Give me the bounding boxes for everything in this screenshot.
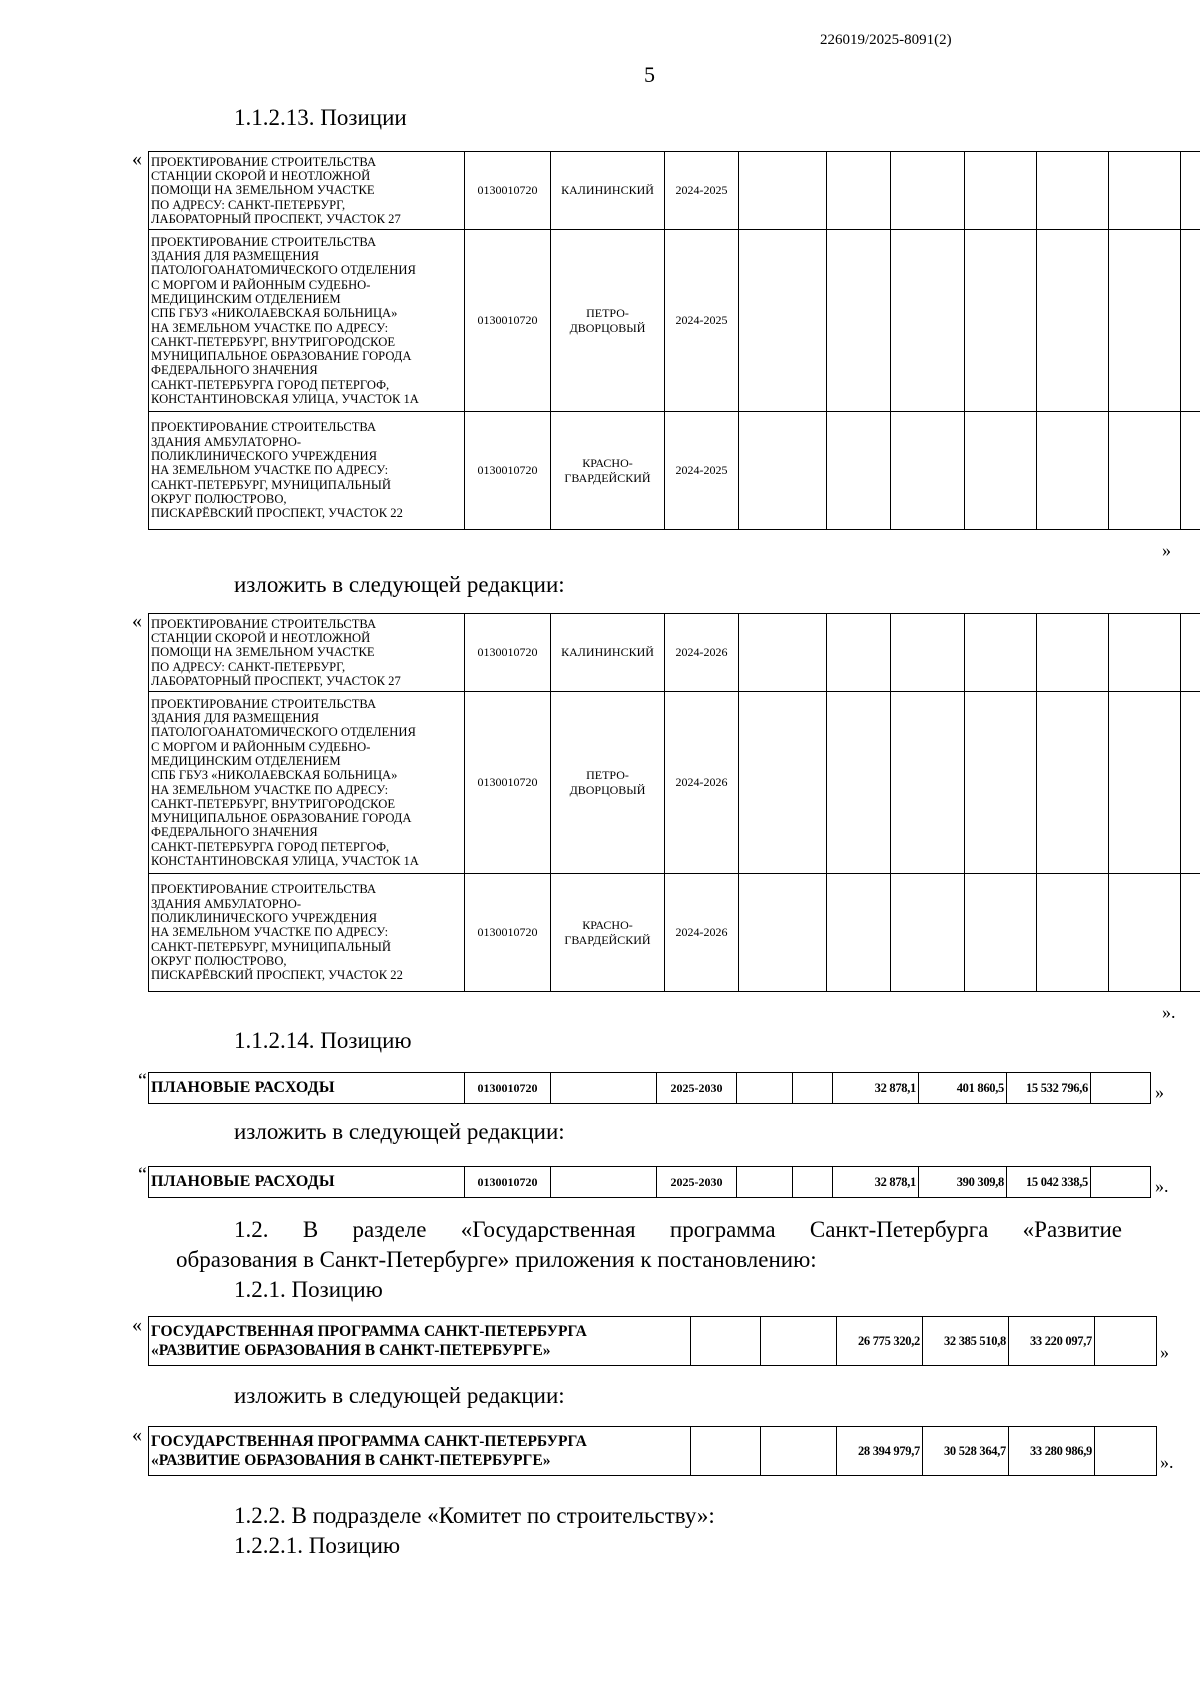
empty-cell bbox=[761, 1317, 837, 1366]
code-cell: 0130010720 bbox=[465, 230, 551, 412]
section-1-2-line1 bbox=[234, 1216, 1122, 1244]
title-line: «РАЗВИТИЕ ОБРАЗОВАНИЯ В САНКТ-ПЕТЕРБУРГЕ» bbox=[151, 1342, 551, 1359]
position-description bbox=[149, 412, 465, 530]
document-number: 226019/2025-8091(2) bbox=[820, 32, 952, 48]
district-line: КРАСНО- bbox=[582, 455, 633, 470]
empty-cell bbox=[965, 412, 1037, 530]
description-line: ОКРУГ ПОЛЮСТРОВО, bbox=[151, 491, 287, 506]
position-description bbox=[149, 874, 465, 992]
description-line: ПРОЕКТИРОВАНИЕ СТРОИТЕЛЬСТВА bbox=[151, 154, 377, 169]
value-cell: 15 042 338,5 bbox=[1007, 1167, 1091, 1198]
table-row bbox=[149, 230, 1200, 412]
description-line: МУНИЦИПАЛЬНОЕ ОБРАЗОВАНИЕ ГОРОДА bbox=[151, 811, 412, 826]
empty-cell bbox=[737, 1073, 793, 1104]
position-description bbox=[149, 152, 465, 230]
description-line: НА ЗЕМЕЛЬНОМ УЧАСТКЕ ПО АДРЕСУ: bbox=[151, 320, 389, 335]
section-1-2-line2: образования в Санкт-Петербурге» приложения к постановлению: bbox=[176, 1247, 817, 1272]
years-cell: 2024-2025 bbox=[665, 412, 739, 530]
empty-cell bbox=[1181, 874, 1200, 992]
description-line: САНКТ-ПЕТЕРБУРГ, МУНИЦИПАЛЬНЫЙ bbox=[151, 939, 391, 954]
table-row bbox=[149, 874, 1200, 992]
empty-cell bbox=[1181, 152, 1200, 230]
quote-close: ». bbox=[1160, 1452, 1174, 1472]
quote-close: ». bbox=[1155, 1176, 1169, 1196]
page-number: 5 bbox=[644, 62, 655, 87]
section-heading-1-2-2-1: 1.2.2.1. Позицию bbox=[234, 1533, 401, 1558]
quote-close: » bbox=[1162, 540, 1171, 560]
description-line: ЗДАНИЯ ДЛЯ РАЗМЕЩЕНИЯ bbox=[151, 249, 320, 264]
empty-cell bbox=[1181, 412, 1200, 530]
description-line: ПО АДРЕСУ: САНКТ-ПЕТЕРБУРГ, bbox=[151, 197, 346, 212]
planned-expenses-table-original bbox=[148, 1072, 1151, 1104]
years-cell: 2025-2030 bbox=[657, 1167, 737, 1198]
row-title bbox=[149, 1427, 691, 1476]
value-cell: 15 532 796,6 bbox=[1007, 1073, 1091, 1104]
years-cell: 2025-2030 bbox=[657, 1073, 737, 1104]
district-cell bbox=[551, 874, 665, 992]
value-cell: 32 878,1 bbox=[833, 1073, 919, 1104]
description-line: ПРОЕКТИРОВАНИЕ СТРОИТЕЛЬСТВА bbox=[151, 616, 377, 631]
description-line: ФЕДЕРАЛЬНОГО ЗНАЧЕНИЯ bbox=[151, 363, 318, 378]
quote-open: « bbox=[132, 1424, 142, 1446]
district-line: КРАСНО- bbox=[582, 917, 633, 932]
empty-cell bbox=[965, 614, 1037, 692]
row-title bbox=[149, 1317, 691, 1366]
code-cell: 0130010720 bbox=[465, 152, 551, 230]
description-line: САНКТ-ПЕТЕРБУРГ, ВНУТРИГОРОДСКОЕ bbox=[151, 334, 396, 349]
empty-cell bbox=[891, 152, 965, 230]
description-line: МЕДИЦИНСКИМ ОТДЕЛЕНИЕМ bbox=[151, 753, 341, 768]
amend-phrase-1: изложить в следующей редакции: bbox=[234, 572, 565, 597]
empty-cell bbox=[739, 614, 827, 692]
empty-cell bbox=[739, 692, 827, 874]
district-line: ДВОРЦОВЫЙ bbox=[569, 782, 646, 797]
description-line: ЛАБОРАТОРНЫЙ ПРОСПЕКТ, УЧАСТОК 27 bbox=[151, 211, 401, 226]
table-row bbox=[149, 614, 1200, 692]
amend-phrase-3: изложить в следующей редакции: bbox=[234, 1383, 565, 1408]
empty-cell bbox=[891, 614, 965, 692]
empty-cell bbox=[1181, 614, 1200, 692]
empty-cell bbox=[1037, 412, 1109, 530]
empty-cell bbox=[1037, 230, 1109, 412]
table-row bbox=[149, 1317, 1157, 1366]
description-line: СТАНЦИИ СКОРОЙ И НЕОТЛОЖНОЙ bbox=[151, 631, 371, 646]
empty-cell bbox=[761, 1427, 837, 1476]
empty-cell bbox=[965, 230, 1037, 412]
empty-cell bbox=[1037, 874, 1109, 992]
description-line: ОКРУГ ПОЛЮСТРОВО, bbox=[151, 953, 287, 968]
empty-cell bbox=[793, 1073, 833, 1104]
state-program-table-original bbox=[148, 1316, 1157, 1366]
quote-close: » bbox=[1155, 1082, 1164, 1102]
position-description bbox=[149, 692, 465, 874]
empty-cell bbox=[1181, 230, 1200, 412]
description-line: САНКТ-ПЕТЕРБУРГ, ВНУТРИГОРОДСКОЕ bbox=[151, 796, 396, 811]
empty-cell bbox=[1091, 1167, 1151, 1198]
code-cell: 0130010720 bbox=[465, 1073, 551, 1104]
description-line: САНКТ-ПЕТЕРБУРГА ГОРОД ПЕТЕРГОФ, bbox=[151, 839, 390, 854]
empty-cell bbox=[827, 412, 891, 530]
description-line: ПРОЕКТИРОВАНИЕ СТРОИТЕЛЬСТВА bbox=[151, 234, 377, 249]
table-row bbox=[149, 412, 1200, 530]
description-line: С МОРГОМ И РАЙОННЫМ СУДЕБНО- bbox=[151, 739, 371, 754]
table-row bbox=[149, 1167, 1151, 1198]
description-line: КОНСТАНТИНОВСКАЯ УЛИЦА, УЧАСТОК 1А bbox=[151, 391, 419, 406]
empty-cell bbox=[1037, 152, 1109, 230]
description-line: КОНСТАНТИНОВСКАЯ УЛИЦА, УЧАСТОК 1А bbox=[151, 853, 419, 868]
table-row bbox=[149, 1427, 1157, 1476]
title-line: «РАЗВИТИЕ ОБРАЗОВАНИЯ В САНКТ-ПЕТЕРБУРГЕ» bbox=[151, 1452, 551, 1469]
description-line: ПАТОЛОГОАНАТОМИЧЕСКОГО ОТДЕЛЕНИЯ bbox=[151, 263, 416, 278]
quote-open: « bbox=[132, 610, 142, 632]
empty-cell bbox=[891, 692, 965, 874]
district-line: КАЛИНИНСКИЙ bbox=[561, 645, 654, 659]
empty-cell bbox=[965, 874, 1037, 992]
empty-cell bbox=[691, 1427, 761, 1476]
years-cell: 2024-2026 bbox=[665, 874, 739, 992]
years-cell: 2024-2025 bbox=[665, 230, 739, 412]
code-cell: 0130010720 bbox=[465, 412, 551, 530]
code-cell: 0130010720 bbox=[465, 1167, 551, 1198]
description-line: ФЕДЕРАЛЬНОГО ЗНАЧЕНИЯ bbox=[151, 825, 318, 840]
district-cell bbox=[551, 230, 665, 412]
section-heading-1-2-2: 1.2.2. В подразделе «Комитет по строительству»: bbox=[234, 1503, 715, 1528]
empty-cell bbox=[551, 1167, 657, 1198]
empty-cell bbox=[793, 1167, 833, 1198]
quote-close: ». bbox=[1162, 1002, 1176, 1022]
empty-cell bbox=[827, 152, 891, 230]
state-program-table-amended bbox=[148, 1426, 1157, 1476]
table-row bbox=[149, 1073, 1151, 1104]
empty-cell bbox=[1037, 692, 1109, 874]
description-line: ПРОЕКТИРОВАНИЕ СТРОИТЕЛЬСТВА bbox=[151, 882, 377, 897]
empty-cell bbox=[1037, 614, 1109, 692]
description-line: СТАНЦИИ СКОРОЙ И НЕОТЛОЖНОЙ bbox=[151, 169, 371, 184]
description-line: ЗДАНИЯ ДЛЯ РАЗМЕЩЕНИЯ bbox=[151, 711, 320, 726]
section-1-2-line1-text: 1.2. В разделе «Государственная программа Санкт-Петербурга «Развитие bbox=[234, 1217, 1122, 1242]
value-cell: 390 309,8 bbox=[919, 1167, 1007, 1198]
positions-table-original bbox=[148, 151, 1200, 530]
value-cell: 33 220 097,7 bbox=[1009, 1317, 1095, 1366]
description-line: ПОЛИКЛИНИЧЕСКОГО УЧРЕЖДЕНИЯ bbox=[151, 911, 378, 926]
row-title: ПЛАНОВЫЕ РАСХОДЫ bbox=[149, 1167, 465, 1198]
empty-cell bbox=[965, 692, 1037, 874]
years-cell: 2024-2025 bbox=[665, 152, 739, 230]
row-title: ПЛАНОВЫЕ РАСХОДЫ bbox=[149, 1073, 465, 1104]
section-heading-1-1-2-14: 1.1.2.14. Позицию bbox=[234, 1028, 412, 1053]
empty-cell bbox=[891, 874, 965, 992]
empty-cell bbox=[891, 412, 965, 530]
description-line: НА ЗЕМЕЛЬНОМ УЧАСТКЕ ПО АДРЕСУ: bbox=[151, 782, 389, 797]
empty-cell bbox=[965, 152, 1037, 230]
district-cell bbox=[551, 412, 665, 530]
years-cell: 2024-2026 bbox=[665, 692, 739, 874]
table-row bbox=[149, 692, 1200, 874]
district-line: ДВОРЦОВЫЙ bbox=[569, 320, 646, 335]
description-line: ПОМОЩИ НА ЗЕМЕЛЬНОМ УЧАСТКЕ bbox=[151, 183, 375, 198]
empty-cell bbox=[827, 692, 891, 874]
value-cell: 401 860,5 bbox=[919, 1073, 1007, 1104]
empty-cell bbox=[551, 1073, 657, 1104]
description-line: НА ЗЕМЕЛЬНОМ УЧАСТКЕ ПО АДРЕСУ: bbox=[151, 463, 389, 478]
description-line: МЕДИЦИНСКИМ ОТДЕЛЕНИЕМ bbox=[151, 291, 341, 306]
title-line: ГОСУДАРСТВЕННАЯ ПРОГРАММА САНКТ-ПЕТЕРБУРГА bbox=[151, 1433, 587, 1450]
empty-cell bbox=[1095, 1317, 1157, 1366]
empty-cell bbox=[827, 874, 891, 992]
value-cell: 26 775 320,2 bbox=[837, 1317, 923, 1366]
empty-cell bbox=[827, 614, 891, 692]
quote-open: « bbox=[132, 148, 142, 170]
empty-cell bbox=[891, 230, 965, 412]
description-line: ЗДАНИЯ АМБУЛАТОРНО- bbox=[151, 434, 302, 449]
empty-cell bbox=[1109, 614, 1181, 692]
district-cell bbox=[551, 152, 665, 230]
section-heading-1-2-1: 1.2.1. Позицию bbox=[234, 1277, 383, 1302]
empty-cell bbox=[827, 230, 891, 412]
code-cell: 0130010720 bbox=[465, 692, 551, 874]
empty-cell bbox=[1109, 874, 1181, 992]
district-cell bbox=[551, 692, 665, 874]
value-cell: 30 528 364,7 bbox=[923, 1427, 1009, 1476]
empty-cell bbox=[739, 152, 827, 230]
description-line: ПО АДРЕСУ: САНКТ-ПЕТЕРБУРГ, bbox=[151, 659, 346, 674]
value-cell: 33 280 986,9 bbox=[1009, 1427, 1095, 1476]
description-line: ПРОЕКТИРОВАНИЕ СТРОИТЕЛЬСТВА bbox=[151, 420, 377, 435]
empty-cell bbox=[1109, 412, 1181, 530]
position-description bbox=[149, 614, 465, 692]
description-line: ПОЛИКЛИНИЧЕСКОГО УЧРЕЖДЕНИЯ bbox=[151, 449, 378, 464]
empty-cell bbox=[1181, 692, 1200, 874]
years-cell: 2024-2026 bbox=[665, 614, 739, 692]
empty-cell bbox=[739, 412, 827, 530]
quote-open: “ bbox=[138, 1164, 147, 1186]
amend-phrase-2: изложить в следующей редакции: bbox=[234, 1119, 565, 1144]
position-description bbox=[149, 230, 465, 412]
description-line: СПБ ГБУЗ «НИКОЛАЕВСКАЯ БОЛЬНИЦА» bbox=[151, 768, 398, 783]
description-line: НА ЗЕМЕЛЬНОМ УЧАСТКЕ ПО АДРЕСУ: bbox=[151, 925, 389, 940]
district-line: ГВАРДЕЙСКИЙ bbox=[564, 932, 651, 947]
planned-expenses-table-amended bbox=[148, 1166, 1151, 1198]
empty-cell bbox=[691, 1317, 761, 1366]
description-line: ПИСКАРЁВСКИЙ ПРОСПЕКТ, УЧАСТОК 22 bbox=[151, 968, 403, 983]
code-cell: 0130010720 bbox=[465, 874, 551, 992]
description-line: ЗДАНИЯ АМБУЛАТОРНО- bbox=[151, 896, 302, 911]
description-line: ПИСКАРЁВСКИЙ ПРОСПЕКТ, УЧАСТОК 22 bbox=[151, 506, 403, 521]
value-cell: 32 878,1 bbox=[833, 1167, 919, 1198]
description-line: ПАТОЛОГОАНАТОМИЧЕСКОГО ОТДЕЛЕНИЯ bbox=[151, 725, 416, 740]
title-line: ГОСУДАРСТВЕННАЯ ПРОГРАММА САНКТ-ПЕТЕРБУРГА bbox=[151, 1323, 587, 1340]
empty-cell bbox=[1091, 1073, 1151, 1104]
district-cell bbox=[551, 614, 665, 692]
empty-cell bbox=[739, 874, 827, 992]
description-line: САНКТ-ПЕТЕРБУРГ, МУНИЦИПАЛЬНЫЙ bbox=[151, 477, 391, 492]
empty-cell bbox=[1109, 230, 1181, 412]
district-line: ГВАРДЕЙСКИЙ bbox=[564, 470, 651, 485]
empty-cell bbox=[739, 230, 827, 412]
code-cell: 0130010720 bbox=[465, 614, 551, 692]
description-line: СПБ ГБУЗ «НИКОЛАЕВСКАЯ БОЛЬНИЦА» bbox=[151, 306, 398, 321]
empty-cell bbox=[1109, 152, 1181, 230]
empty-cell bbox=[1109, 692, 1181, 874]
district-line: ПЕТРО- bbox=[586, 305, 629, 320]
quote-open: “ bbox=[138, 1070, 147, 1092]
value-cell: 28 394 979,7 bbox=[837, 1427, 923, 1476]
description-line: ПРОЕКТИРОВАНИЕ СТРОИТЕЛЬСТВА bbox=[151, 696, 377, 711]
description-line: САНКТ-ПЕТЕРБУРГА ГОРОД ПЕТЕРГОФ, bbox=[151, 377, 390, 392]
table-row bbox=[149, 152, 1200, 230]
positions-table-amended bbox=[148, 613, 1200, 992]
quote-close: » bbox=[1160, 1342, 1169, 1362]
section-heading-1-1-2-13: 1.1.2.13. Позиции bbox=[234, 105, 407, 130]
quote-open: « bbox=[132, 1314, 142, 1336]
empty-cell bbox=[737, 1167, 793, 1198]
empty-cell bbox=[1095, 1427, 1157, 1476]
description-line: ЛАБОРАТОРНЫЙ ПРОСПЕКТ, УЧАСТОК 27 bbox=[151, 673, 401, 688]
description-line: ПОМОЩИ НА ЗЕМЕЛЬНОМ УЧАСТКЕ bbox=[151, 645, 375, 660]
description-line: С МОРГОМ И РАЙОННЫМ СУДЕБНО- bbox=[151, 277, 371, 292]
value-cell: 32 385 510,8 bbox=[923, 1317, 1009, 1366]
district-line: ПЕТРО- bbox=[586, 767, 629, 782]
district-line: КАЛИНИНСКИЙ bbox=[561, 183, 654, 197]
description-line: МУНИЦИПАЛЬНОЕ ОБРАЗОВАНИЕ ГОРОДА bbox=[151, 349, 412, 364]
